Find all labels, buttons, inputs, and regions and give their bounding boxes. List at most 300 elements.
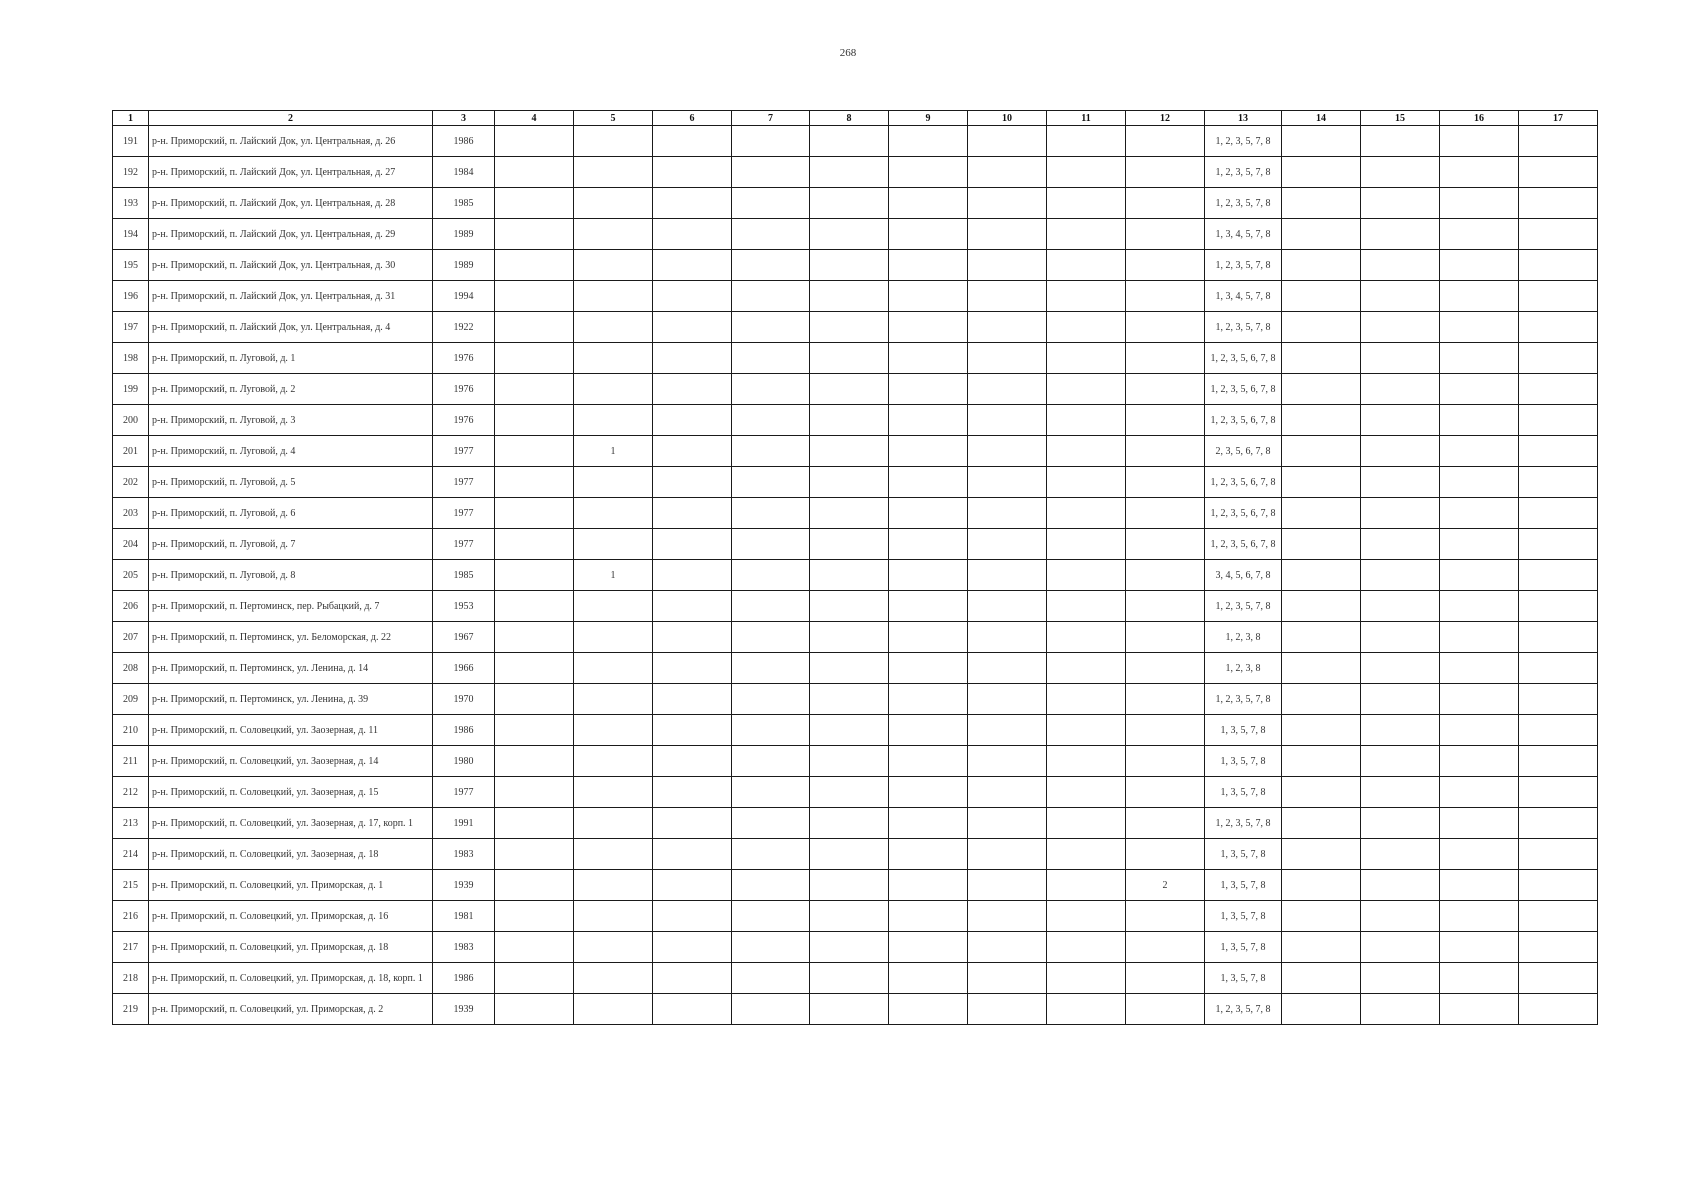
table-cell-col-16 (1440, 746, 1519, 777)
table-cell-col-15 (1361, 622, 1440, 653)
table-cell-col-9 (889, 994, 968, 1025)
table-cell-col-3: 1986 (433, 715, 495, 746)
table-cell-col-3: 1977 (433, 498, 495, 529)
table-cell-col-7 (732, 529, 810, 560)
table-cell-col-6 (653, 684, 732, 715)
table-cell-col-12 (1126, 498, 1205, 529)
table-cell-col-2: р-н. Приморский, п. Луговой, д. 8 (149, 560, 433, 591)
table-cell-col-14 (1282, 870, 1361, 901)
table-cell-col-13: 1, 2, 3, 5, 7, 8 (1205, 188, 1282, 219)
table-cell-col-13: 1, 2, 3, 5, 6, 7, 8 (1205, 343, 1282, 374)
table-cell-col-9 (889, 312, 968, 343)
table-cell-col-4 (495, 467, 574, 498)
table-cell-col-12 (1126, 932, 1205, 963)
table-cell-col-17 (1519, 901, 1598, 932)
table-cell-col-1: 196 (113, 281, 149, 312)
table-cell-col-6 (653, 374, 732, 405)
table-cell-col-10 (968, 529, 1047, 560)
column-header-8: 8 (810, 111, 889, 126)
table-cell-col-10 (968, 343, 1047, 374)
table-cell-col-2: р-н. Приморский, п. Лайский Док, ул. Центральная, д. 31 (149, 281, 433, 312)
table-cell-col-4 (495, 622, 574, 653)
table-cell-col-12 (1126, 281, 1205, 312)
table-row (113, 126, 1598, 157)
table-cell-col-4 (495, 932, 574, 963)
table-cell-col-8 (810, 777, 889, 808)
table-cell-col-10 (968, 591, 1047, 622)
table-cell-col-1: 193 (113, 188, 149, 219)
table-cell-col-6 (653, 622, 732, 653)
table-cell-col-14 (1282, 932, 1361, 963)
page-number: 268 (839, 47, 857, 59)
table-cell-col-12 (1126, 188, 1205, 219)
table-cell-col-11 (1047, 932, 1126, 963)
table-cell-col-16 (1440, 498, 1519, 529)
table-cell-col-17 (1519, 963, 1598, 994)
table-cell-col-15 (1361, 188, 1440, 219)
table-cell-col-5 (574, 281, 653, 312)
table-cell-col-1: 216 (113, 901, 149, 932)
table-cell-col-9 (889, 436, 968, 467)
table-cell-col-2: р-н. Приморский, п. Соловецкий, ул. Приморская, д. 18 (149, 932, 433, 963)
column-header-2: 2 (149, 111, 433, 126)
table-cell-col-11 (1047, 405, 1126, 436)
table-cell-col-16 (1440, 560, 1519, 591)
table-cell-col-1: 217 (113, 932, 149, 963)
table-cell-col-12 (1126, 467, 1205, 498)
table-cell-col-8 (810, 405, 889, 436)
table-cell-col-6 (653, 963, 732, 994)
table-cell-col-2: р-н. Приморский, п. Пертоминск, ул. Ленина, д. 39 (149, 684, 433, 715)
table-cell-col-17 (1519, 715, 1598, 746)
table-cell-col-15 (1361, 901, 1440, 932)
table-cell-col-14 (1282, 715, 1361, 746)
table-cell-col-17 (1519, 436, 1598, 467)
table-cell-col-1: 201 (113, 436, 149, 467)
table-cell-col-3: 1985 (433, 188, 495, 219)
table-cell-col-13: 1, 2, 3, 5, 7, 8 (1205, 312, 1282, 343)
table-cell-col-14 (1282, 839, 1361, 870)
column-header-1: 1 (113, 111, 149, 126)
table-row (113, 529, 1598, 560)
table-cell-col-6 (653, 529, 732, 560)
table-cell-col-16 (1440, 126, 1519, 157)
table-cell-col-17 (1519, 405, 1598, 436)
table-cell-col-2: р-н. Приморский, п. Лайский Док, ул. Центральная, д. 27 (149, 157, 433, 188)
table-cell-col-12 (1126, 591, 1205, 622)
table-cell-col-10 (968, 653, 1047, 684)
table-row (113, 994, 1598, 1025)
column-number-header-row (113, 111, 1598, 126)
table-cell-col-15 (1361, 746, 1440, 777)
table-cell-col-6 (653, 591, 732, 622)
table-row (113, 622, 1598, 653)
table-cell-col-16 (1440, 281, 1519, 312)
table-cell-col-1: 199 (113, 374, 149, 405)
table-cell-col-12 (1126, 529, 1205, 560)
table-cell-col-9 (889, 808, 968, 839)
table-cell-col-3: 1994 (433, 281, 495, 312)
table-cell-col-9 (889, 684, 968, 715)
table-cell-col-6 (653, 281, 732, 312)
table-cell-col-10 (968, 963, 1047, 994)
table-cell-col-10 (968, 157, 1047, 188)
table-cell-col-15 (1361, 839, 1440, 870)
table-cell-col-16 (1440, 219, 1519, 250)
table-cell-col-10 (968, 312, 1047, 343)
table-cell-col-16 (1440, 436, 1519, 467)
table-cell-col-5 (574, 622, 653, 653)
table-cell-col-11 (1047, 622, 1126, 653)
table-cell-col-15 (1361, 653, 1440, 684)
table-cell-col-10 (968, 622, 1047, 653)
table-cell-col-7 (732, 777, 810, 808)
table-cell-col-1: 192 (113, 157, 149, 188)
table-cell-col-8 (810, 529, 889, 560)
table-cell-col-16 (1440, 374, 1519, 405)
table-cell-col-11 (1047, 591, 1126, 622)
table-row (113, 188, 1598, 219)
table-cell-col-13: 1, 2, 3, 5, 7, 8 (1205, 994, 1282, 1025)
table-row (113, 219, 1598, 250)
table-cell-col-2: р-н. Приморский, п. Соловецкий, ул. Заозерная, д. 14 (149, 746, 433, 777)
table-cell-col-1: 195 (113, 250, 149, 281)
table-cell-col-3: 1967 (433, 622, 495, 653)
table-cell-col-12 (1126, 963, 1205, 994)
table-cell-col-17 (1519, 653, 1598, 684)
table-cell-col-9 (889, 188, 968, 219)
table-cell-col-2: р-н. Приморский, п. Луговой, д. 4 (149, 436, 433, 467)
table-cell-col-16 (1440, 157, 1519, 188)
table-cell-col-4 (495, 188, 574, 219)
table-cell-col-3: 1977 (433, 467, 495, 498)
table-cell-col-15 (1361, 126, 1440, 157)
table-cell-col-4 (495, 715, 574, 746)
table-cell-col-9 (889, 963, 968, 994)
table-cell-col-16 (1440, 188, 1519, 219)
table-cell-col-17 (1519, 591, 1598, 622)
table-cell-col-16 (1440, 312, 1519, 343)
table-cell-col-14 (1282, 467, 1361, 498)
table-cell-col-15 (1361, 374, 1440, 405)
table-cell-col-5 (574, 374, 653, 405)
table-cell-col-2: р-н. Приморский, п. Луговой, д. 3 (149, 405, 433, 436)
table-cell-col-10 (968, 994, 1047, 1025)
table-cell-col-5 (574, 219, 653, 250)
table-cell-col-10 (968, 839, 1047, 870)
table-cell-col-1: 214 (113, 839, 149, 870)
table-cell-col-4 (495, 746, 574, 777)
table-cell-col-3: 1981 (433, 901, 495, 932)
table-cell-col-7 (732, 250, 810, 281)
table-cell-col-12 (1126, 157, 1205, 188)
table-cell-col-4 (495, 219, 574, 250)
table-cell-col-7 (732, 746, 810, 777)
table-cell-col-12 (1126, 250, 1205, 281)
table-cell-col-4 (495, 994, 574, 1025)
table-cell-col-4 (495, 839, 574, 870)
table-cell-col-6 (653, 498, 732, 529)
table-cell-col-3: 1991 (433, 808, 495, 839)
table-cell-col-6 (653, 808, 732, 839)
table-cell-col-12 (1126, 126, 1205, 157)
table-cell-col-12 (1126, 343, 1205, 374)
table-cell-col-8 (810, 157, 889, 188)
column-header-6: 6 (653, 111, 732, 126)
table-cell-col-13: 1, 2, 3, 8 (1205, 622, 1282, 653)
table-cell-col-11 (1047, 157, 1126, 188)
table-cell-col-15 (1361, 281, 1440, 312)
table-cell-col-17 (1519, 188, 1598, 219)
table-cell-col-16 (1440, 529, 1519, 560)
table-cell-col-4 (495, 808, 574, 839)
table-cell-col-5 (574, 777, 653, 808)
table-row (113, 808, 1598, 839)
table-cell-col-14 (1282, 281, 1361, 312)
table-cell-col-8 (810, 498, 889, 529)
table-cell-col-14 (1282, 219, 1361, 250)
column-header-10: 10 (968, 111, 1047, 126)
table-cell-col-15 (1361, 715, 1440, 746)
table-cell-col-9 (889, 715, 968, 746)
table-cell-col-4 (495, 157, 574, 188)
table-cell-col-11 (1047, 777, 1126, 808)
column-header-5: 5 (574, 111, 653, 126)
table-cell-col-5 (574, 870, 653, 901)
table-cell-col-3: 1970 (433, 684, 495, 715)
table-cell-col-13: 2, 3, 5, 6, 7, 8 (1205, 436, 1282, 467)
table-row (113, 901, 1598, 932)
table-cell-col-17 (1519, 250, 1598, 281)
table-cell-col-3: 1989 (433, 219, 495, 250)
table-cell-col-17 (1519, 932, 1598, 963)
table-cell-col-14 (1282, 157, 1361, 188)
table-cell-col-5 (574, 467, 653, 498)
table-cell-col-3: 1989 (433, 250, 495, 281)
table-cell-col-12 (1126, 839, 1205, 870)
table-cell-col-16 (1440, 994, 1519, 1025)
table-cell-col-7 (732, 653, 810, 684)
table-cell-col-1: 203 (113, 498, 149, 529)
table-cell-col-6 (653, 250, 732, 281)
table-cell-col-7 (732, 963, 810, 994)
table-cell-col-16 (1440, 901, 1519, 932)
table-cell-col-5: 1 (574, 436, 653, 467)
table-cell-col-11 (1047, 994, 1126, 1025)
table-row (113, 746, 1598, 777)
table-cell-col-11 (1047, 250, 1126, 281)
table-cell-col-11 (1047, 808, 1126, 839)
table-cell-col-5 (574, 343, 653, 374)
table-cell-col-5 (574, 498, 653, 529)
table-cell-col-16 (1440, 591, 1519, 622)
table-cell-col-7 (732, 467, 810, 498)
table-cell-col-8 (810, 963, 889, 994)
table-cell-col-6 (653, 405, 732, 436)
table-cell-col-8 (810, 467, 889, 498)
table-row (113, 715, 1598, 746)
table-cell-col-1: 204 (113, 529, 149, 560)
table-cell-col-13: 1, 2, 3, 5, 6, 7, 8 (1205, 405, 1282, 436)
column-header-14: 14 (1282, 111, 1361, 126)
table-cell-col-7 (732, 405, 810, 436)
table-cell-col-17 (1519, 219, 1598, 250)
table-cell-col-12 (1126, 901, 1205, 932)
table-cell-col-2: р-н. Приморский, п. Луговой, д. 1 (149, 343, 433, 374)
table-cell-col-8 (810, 901, 889, 932)
table-cell-col-4 (495, 374, 574, 405)
table-cell-col-15 (1361, 405, 1440, 436)
column-header-7: 7 (732, 111, 810, 126)
table-row (113, 870, 1598, 901)
table-cell-col-3: 1966 (433, 653, 495, 684)
table-cell-col-16 (1440, 250, 1519, 281)
table-cell-col-9 (889, 498, 968, 529)
table-cell-col-17 (1519, 126, 1598, 157)
table-cell-col-4 (495, 498, 574, 529)
table-cell-col-14 (1282, 250, 1361, 281)
table-cell-col-13: 1, 2, 3, 5, 7, 8 (1205, 126, 1282, 157)
table-cell-col-13: 1, 3, 5, 7, 8 (1205, 932, 1282, 963)
table-cell-col-10 (968, 188, 1047, 219)
table-cell-col-14 (1282, 312, 1361, 343)
table-cell-col-11 (1047, 188, 1126, 219)
table-cell-col-13: 1, 3, 5, 7, 8 (1205, 777, 1282, 808)
table-cell-col-16 (1440, 839, 1519, 870)
table-cell-col-1: 202 (113, 467, 149, 498)
table-cell-col-1: 197 (113, 312, 149, 343)
table-cell-col-15 (1361, 436, 1440, 467)
table-cell-col-3: 1977 (433, 777, 495, 808)
table-cell-col-9 (889, 870, 968, 901)
table-cell-col-2: р-н. Приморский, п. Соловецкий, ул. Приморская, д. 1 (149, 870, 433, 901)
table-cell-col-9 (889, 467, 968, 498)
table-cell-col-1: 205 (113, 560, 149, 591)
table-cell-col-17 (1519, 157, 1598, 188)
table-cell-col-17 (1519, 281, 1598, 312)
table-row (113, 343, 1598, 374)
table-cell-col-6 (653, 126, 732, 157)
table-cell-col-16 (1440, 653, 1519, 684)
table-cell-col-11 (1047, 684, 1126, 715)
table-cell-col-14 (1282, 653, 1361, 684)
table-row (113, 312, 1598, 343)
table-cell-col-12 (1126, 684, 1205, 715)
table-cell-col-12 (1126, 746, 1205, 777)
table-cell-col-17 (1519, 622, 1598, 653)
table-cell-col-14 (1282, 994, 1361, 1025)
table-cell-col-4 (495, 901, 574, 932)
table-cell-col-7 (732, 498, 810, 529)
table-row (113, 777, 1598, 808)
table-cell-col-2: р-н. Приморский, п. Пертоминск, ул. Беломорская, д. 22 (149, 622, 433, 653)
table-cell-col-13: 1, 2, 3, 5, 7, 8 (1205, 808, 1282, 839)
table-cell-col-6 (653, 715, 732, 746)
table-cell-col-2: р-н. Приморский, п. Луговой, д. 2 (149, 374, 433, 405)
table-cell-col-12 (1126, 777, 1205, 808)
table-cell-col-11 (1047, 560, 1126, 591)
table-cell-col-5 (574, 405, 653, 436)
table-cell-col-2: р-н. Приморский, п. Луговой, д. 6 (149, 498, 433, 529)
table-cell-col-5 (574, 188, 653, 219)
table-cell-col-14 (1282, 591, 1361, 622)
column-header-12: 12 (1126, 111, 1205, 126)
table-cell-col-1: 212 (113, 777, 149, 808)
table-cell-col-1: 215 (113, 870, 149, 901)
table-cell-col-11 (1047, 529, 1126, 560)
table-cell-col-4 (495, 591, 574, 622)
table-cell-col-9 (889, 529, 968, 560)
table-cell-col-9 (889, 405, 968, 436)
table-cell-col-11 (1047, 374, 1126, 405)
table-cell-col-12 (1126, 436, 1205, 467)
table-cell-col-10 (968, 746, 1047, 777)
table-cell-col-14 (1282, 560, 1361, 591)
table-cell-col-2: р-н. Приморский, п. Пертоминск, ул. Ленина, д. 14 (149, 653, 433, 684)
table-cell-col-11 (1047, 343, 1126, 374)
table-cell-col-13: 3, 4, 5, 6, 7, 8 (1205, 560, 1282, 591)
table-cell-col-14 (1282, 901, 1361, 932)
table-cell-col-4 (495, 312, 574, 343)
table-cell-col-13: 1, 2, 3, 8 (1205, 653, 1282, 684)
table-row (113, 591, 1598, 622)
table-cell-col-5 (574, 157, 653, 188)
table-cell-col-17 (1519, 343, 1598, 374)
table-cell-col-4 (495, 963, 574, 994)
table-cell-col-10 (968, 281, 1047, 312)
table-cell-col-12: 2 (1126, 870, 1205, 901)
table-cell-col-11 (1047, 467, 1126, 498)
table-cell-col-11 (1047, 498, 1126, 529)
table-cell-col-8 (810, 343, 889, 374)
table-cell-col-1: 211 (113, 746, 149, 777)
column-header-11: 11 (1047, 111, 1126, 126)
table-cell-col-13: 1, 3, 4, 5, 7, 8 (1205, 219, 1282, 250)
table-cell-col-5 (574, 250, 653, 281)
table-cell-col-7 (732, 560, 810, 591)
table-cell-col-10 (968, 715, 1047, 746)
table-cell-col-9 (889, 839, 968, 870)
table-cell-col-12 (1126, 994, 1205, 1025)
table-cell-col-4 (495, 684, 574, 715)
table-cell-col-3: 1976 (433, 405, 495, 436)
table-cell-col-11 (1047, 715, 1126, 746)
table-cell-col-9 (889, 622, 968, 653)
table-cell-col-10 (968, 777, 1047, 808)
table-cell-col-17 (1519, 374, 1598, 405)
housing-registry-table (112, 110, 1598, 1025)
table-cell-col-14 (1282, 126, 1361, 157)
table-cell-col-10 (968, 560, 1047, 591)
table-cell-col-7 (732, 622, 810, 653)
table-row (113, 560, 1598, 591)
table-cell-col-17 (1519, 808, 1598, 839)
table-cell-col-3: 1939 (433, 994, 495, 1025)
table-cell-col-11 (1047, 219, 1126, 250)
table-cell-col-15 (1361, 529, 1440, 560)
table-cell-col-15 (1361, 498, 1440, 529)
table-cell-col-5 (574, 126, 653, 157)
table-cell-col-7 (732, 219, 810, 250)
table-cell-col-9 (889, 653, 968, 684)
table-cell-col-12 (1126, 374, 1205, 405)
table-cell-col-5: 1 (574, 560, 653, 591)
table-cell-col-15 (1361, 808, 1440, 839)
table-cell-col-2: р-н. Приморский, п. Лайский Док, ул. Центральная, д. 28 (149, 188, 433, 219)
table-cell-col-6 (653, 653, 732, 684)
table-cell-col-15 (1361, 343, 1440, 374)
table-cell-col-10 (968, 498, 1047, 529)
